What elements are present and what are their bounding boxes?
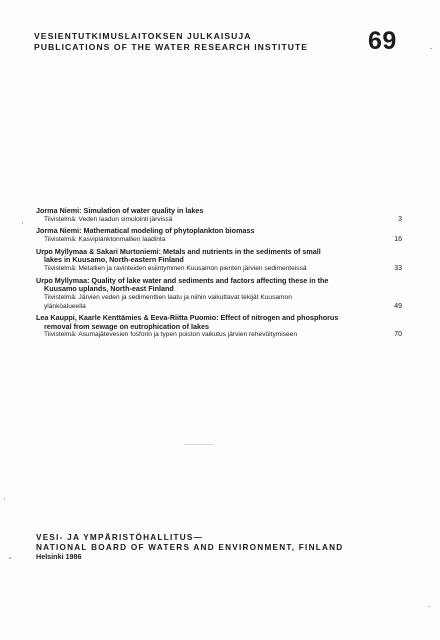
entry-title xyxy=(36,314,402,331)
entry-summary xyxy=(44,265,382,274)
scan-speck xyxy=(428,606,430,607)
entry-title xyxy=(36,207,402,216)
entry-page-number: 16 xyxy=(394,235,402,243)
publisher-english: NATIONAL BOARD OF WATERS AND ENVIRONMENT, FINLAND xyxy=(36,542,344,552)
entry-page-number: 49 xyxy=(394,302,402,310)
entry-summary-text: Tiivistelmä: Kasviplanktonmallien laadinta xyxy=(44,235,166,243)
scan-speck xyxy=(9,557,11,559)
entry-summary-row xyxy=(36,294,402,311)
entry-summary-text: Tiivistelmä: Asumajätevesien fosforin ja typen poiston vaikutus järvien rehevöitymiseen xyxy=(44,331,298,339)
entry-title xyxy=(36,227,402,236)
entry-title xyxy=(36,248,402,265)
series-title-english: PUBLICATIONS OF THE WATER RESEARCH INSTITUTE xyxy=(34,42,309,52)
toc-entry xyxy=(36,227,402,244)
entry-summary xyxy=(44,331,382,340)
entry-title-continuation: removal from sewage on eutrophication of lakes xyxy=(44,321,209,331)
entry-page-number: 70 xyxy=(394,331,402,339)
scan-speck xyxy=(430,48,432,49)
entry-title-text: Jorma Niemi: Mathematical modeling of phytoplankton biomass xyxy=(36,226,255,236)
entry-title-text: Lea Kauppi, Kaarle Kenttämies & Eeva-Riitta Puomio: Effect of nitrogen and phosphorus xyxy=(36,313,339,323)
scan-speck xyxy=(4,498,5,500)
series-header xyxy=(34,31,324,53)
toc-entry xyxy=(36,314,402,340)
entry-summary-continuation: ylänköalueella xyxy=(44,302,86,310)
entry-summary xyxy=(44,216,382,225)
place-year: Helsinki 1986 xyxy=(36,552,82,562)
publisher-finnish: VESI- JA YMPÄRISTÖHALLITUS— xyxy=(36,533,204,542)
entry-summary-row xyxy=(36,216,402,225)
issue-number: 69 xyxy=(368,27,397,55)
entry-summary-text: Tiivistelmä: Järvien veden ja sedimenttien laatu ja niihin vaikuttavat tekijät Kuusamon xyxy=(44,293,292,301)
scan-speck xyxy=(184,444,214,445)
entry-summary-row xyxy=(36,236,402,245)
toc-entry xyxy=(36,248,402,274)
entry-summary-row xyxy=(36,331,402,340)
entry-title xyxy=(36,277,402,294)
entry-summary-text: Tiivistelmä: Metallien ja ravinteiden esiintyminen Kuusamon pienten järvien sedimenteissä xyxy=(44,264,307,272)
entry-summary xyxy=(44,236,382,245)
entry-summary-row xyxy=(36,265,402,274)
toc-entry xyxy=(36,207,402,224)
entry-page-number: 3 xyxy=(398,215,402,223)
entry-title-text: Urpo Myllymaa: Quality of lake water and sediments and factors affecting these in the xyxy=(36,275,329,285)
table-of-contents xyxy=(36,207,402,343)
scan-speck xyxy=(22,222,23,224)
toc-entry xyxy=(36,277,402,311)
entry-summary xyxy=(44,294,382,311)
entry-title-text: Jorma Niemi: Simulation of water quality in lakes xyxy=(36,206,204,215)
publisher-block xyxy=(36,533,416,562)
entry-title-continuation: lakes in Kuusamo, North-eastern Finland xyxy=(44,255,184,265)
entry-page-number: 33 xyxy=(394,264,402,272)
entry-summary-text: Tiivistelmä: Veden laadun simulointi järvissä xyxy=(44,215,173,223)
series-title-finnish: VESIENTUTKIMUSLAITOKSEN JULKAISUJA xyxy=(34,31,252,41)
entry-title-continuation: Kuusamo uplands, North-east Finland xyxy=(44,284,174,294)
entry-title-text: Urpo Myllymaa & Sakari Murtoniemi: Metals and nutrients in the sediments of small xyxy=(36,246,321,256)
